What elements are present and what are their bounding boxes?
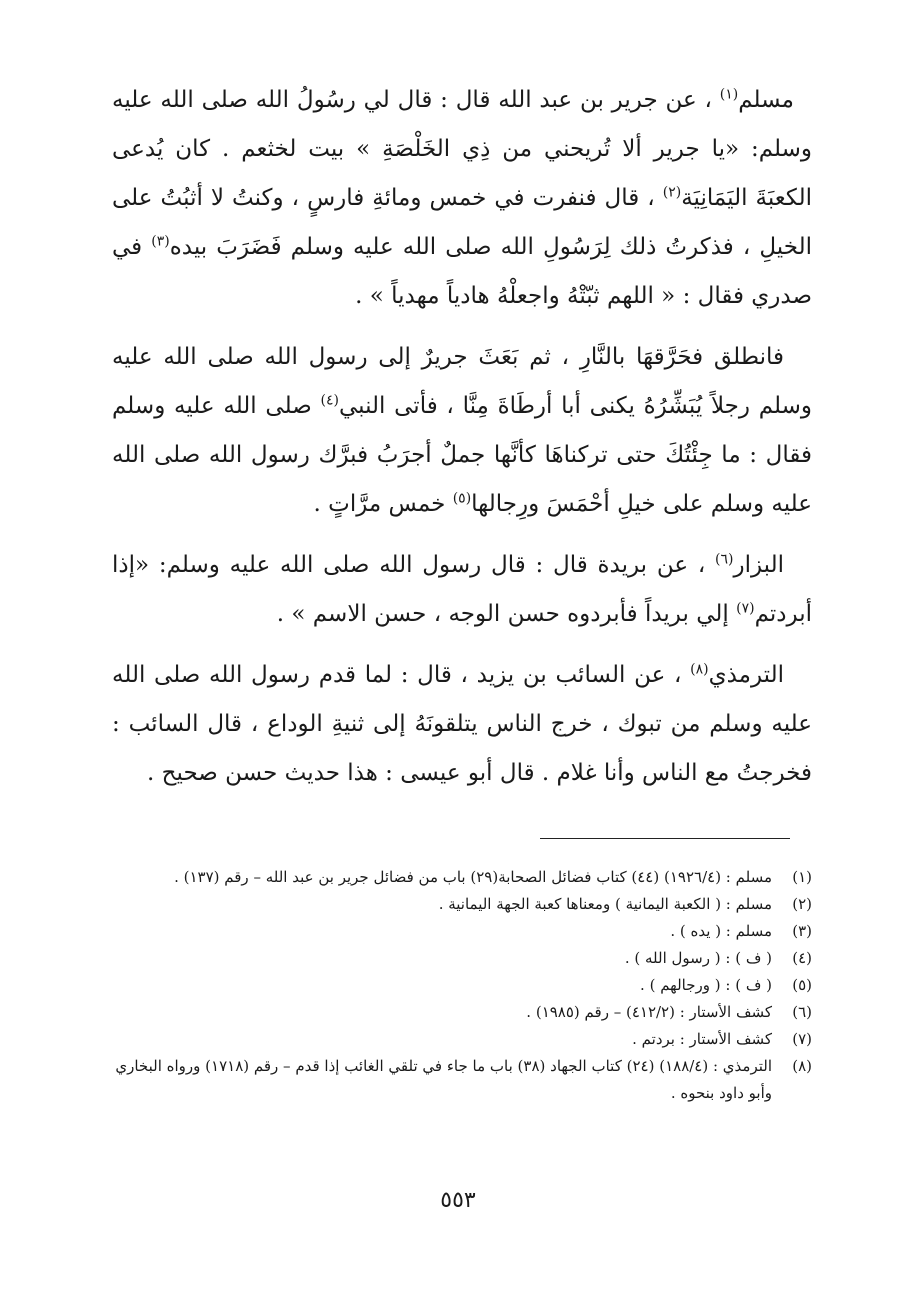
footnote-number: (٤) [792,949,812,967]
paragraph-2-text-a: فانطلق فحَرَّقهَا بالنَّارِ ، ثم بَعَثَ جريرٌ إلى رسول الله صلى الله عليه وسلم رجلاً يُبَشِّرُهُ يكنى أبا أرطَاةَ مِنَّا ، فأتى النبي [112,344,813,419]
footnote-text: الترمذي : (١٨٨/٤) (٢٤) كتاب الجهاد (٣٨) باب ما جاء في تلقي الغائب إذا قدم – رقم (١٧١٨) ورواه البخاري وأبو داود بنحوه . [115,1057,772,1102]
paragraph-2-text-b: صلى الله عليه وسلم فقال : ما جِئْتُكَ حتى تركناهَا كأنَّها جملٌ أجرَبُ فبرَّك رسول الله صلى الله عليه وسلم على خيلِ أحْمَسَ ورِجالها [112,393,813,517]
footnote-text: مسلم : (١٩٢٦/٤) (٤٤) كتاب فضائل الصحابة(٢٩) باب من فضائل جرير بن عبد الله – رقم (١٣٧) . [174,868,772,886]
paragraph-3 [112,541,812,639]
footnote-ref-3[interactable]: (٣) [151,233,170,250]
footnote-3 [108,918,812,945]
footnote-text: ( ف ) : ( رسول الله ) . [624,949,772,967]
footnote-8 [108,1053,812,1107]
footnote-divider [540,838,790,839]
paragraph-1-text-c: ، قال فنفرت في خمس ومائةِ فارسٍ ، وكنتُ لا أثبُتُ على الخيلِ ، فذكرتُ ذلك لِرَسُولِ الله صلى الله عليه وسلم فَضَرَبَ بيده [112,185,812,260]
footnote-ref-6[interactable]: (٦) [715,551,734,568]
footnote-4 [108,945,812,972]
paragraph-1-text-a: مسلم [738,87,794,113]
footnote-7 [108,1026,812,1053]
footnote-text: كشف الأستار : بردتم . [632,1030,772,1048]
footnote-ref-1[interactable]: (١) [719,86,739,103]
paragraph-2-text-c: خمس مرَّاتٍ . [313,491,446,517]
paragraph-1-text-b: ، عن جرير بن عبد الله قال : قال لي رسُولُ الله صلى الله عليه وسلم: «يا جرير ألا تُريحني من ذِي الخَلْصَةِ » بيت لخثعم . كان يُدعى الكعبَةَ اليَمَانِيَة [112,87,812,211]
paragraph-1-text-d: في صدري فقال : « اللهم ثبّتْهُ واجعلْهُ هادياً مهدياً » . [112,234,812,309]
footnote-ref-8[interactable]: (٨) [690,661,709,678]
footnote-number: (٢) [792,895,812,913]
footnote-5 [108,972,812,999]
footnote-ref-4[interactable]: (٤) [320,392,339,409]
footnotes [108,864,812,1107]
main-text [112,76,812,810]
paragraph-3-text-a: البزار [733,552,785,578]
page-number: ٥٥٣ [440,1188,476,1213]
paragraph-4-text-a: الترمذي [708,662,785,688]
footnote-text: مسلم : ( يده ) . [670,922,772,940]
footnote-text: مسلم : ( الكعبة اليمانية ) ومعناها كعبة الجهة اليمانية . [438,895,772,913]
paragraph-3-text-c: إلي بريداً فأبردوه حسن الوجه ، حسن الاسم » . [276,601,729,627]
footnote-ref-7[interactable]: (٧) [736,600,755,617]
footnote-number: (٣) [792,922,812,940]
footnote-number: (٨) [792,1057,812,1075]
footnote-2 [108,891,812,918]
paragraph-3-text-b: ، عن بريدة قال : قال رسول الله صلى الله عليه وسلم: «إذا أبردتم [112,552,812,627]
footnote-text: ( ف ) : ( ورجالهم ) . [640,976,772,994]
footnote-number: (٦) [792,1003,812,1021]
paragraph-2 [112,333,812,529]
footnote-6 [108,999,812,1026]
footnote-number: (٥) [792,976,812,994]
footnote-number: (٧) [792,1030,812,1048]
paragraph-1 [112,76,812,321]
footnote-1 [108,864,812,891]
footnote-text: كشف الأستار : (٤١٢/٢) – رقم (١٩٨٥) . [526,1003,772,1021]
paragraph-4 [112,651,812,798]
footnote-ref-2[interactable]: (٢) [662,184,682,201]
paragraph-4-text-b: ، عن السائب بن يزيد ، قال : لما قدم رسول الله صلى الله عليه وسلم من تبوك ، خرج الناس يتلقونَهُ إلى ثنيةِ الوداع ، قال السائب : فخرجتُ مع الناس وأنا غلام . قال أبو عيسى : هذا حديث حسن صحيح . [112,662,812,786]
footnote-number: (١) [792,868,812,886]
footnote-ref-5[interactable]: (٥) [452,490,472,507]
